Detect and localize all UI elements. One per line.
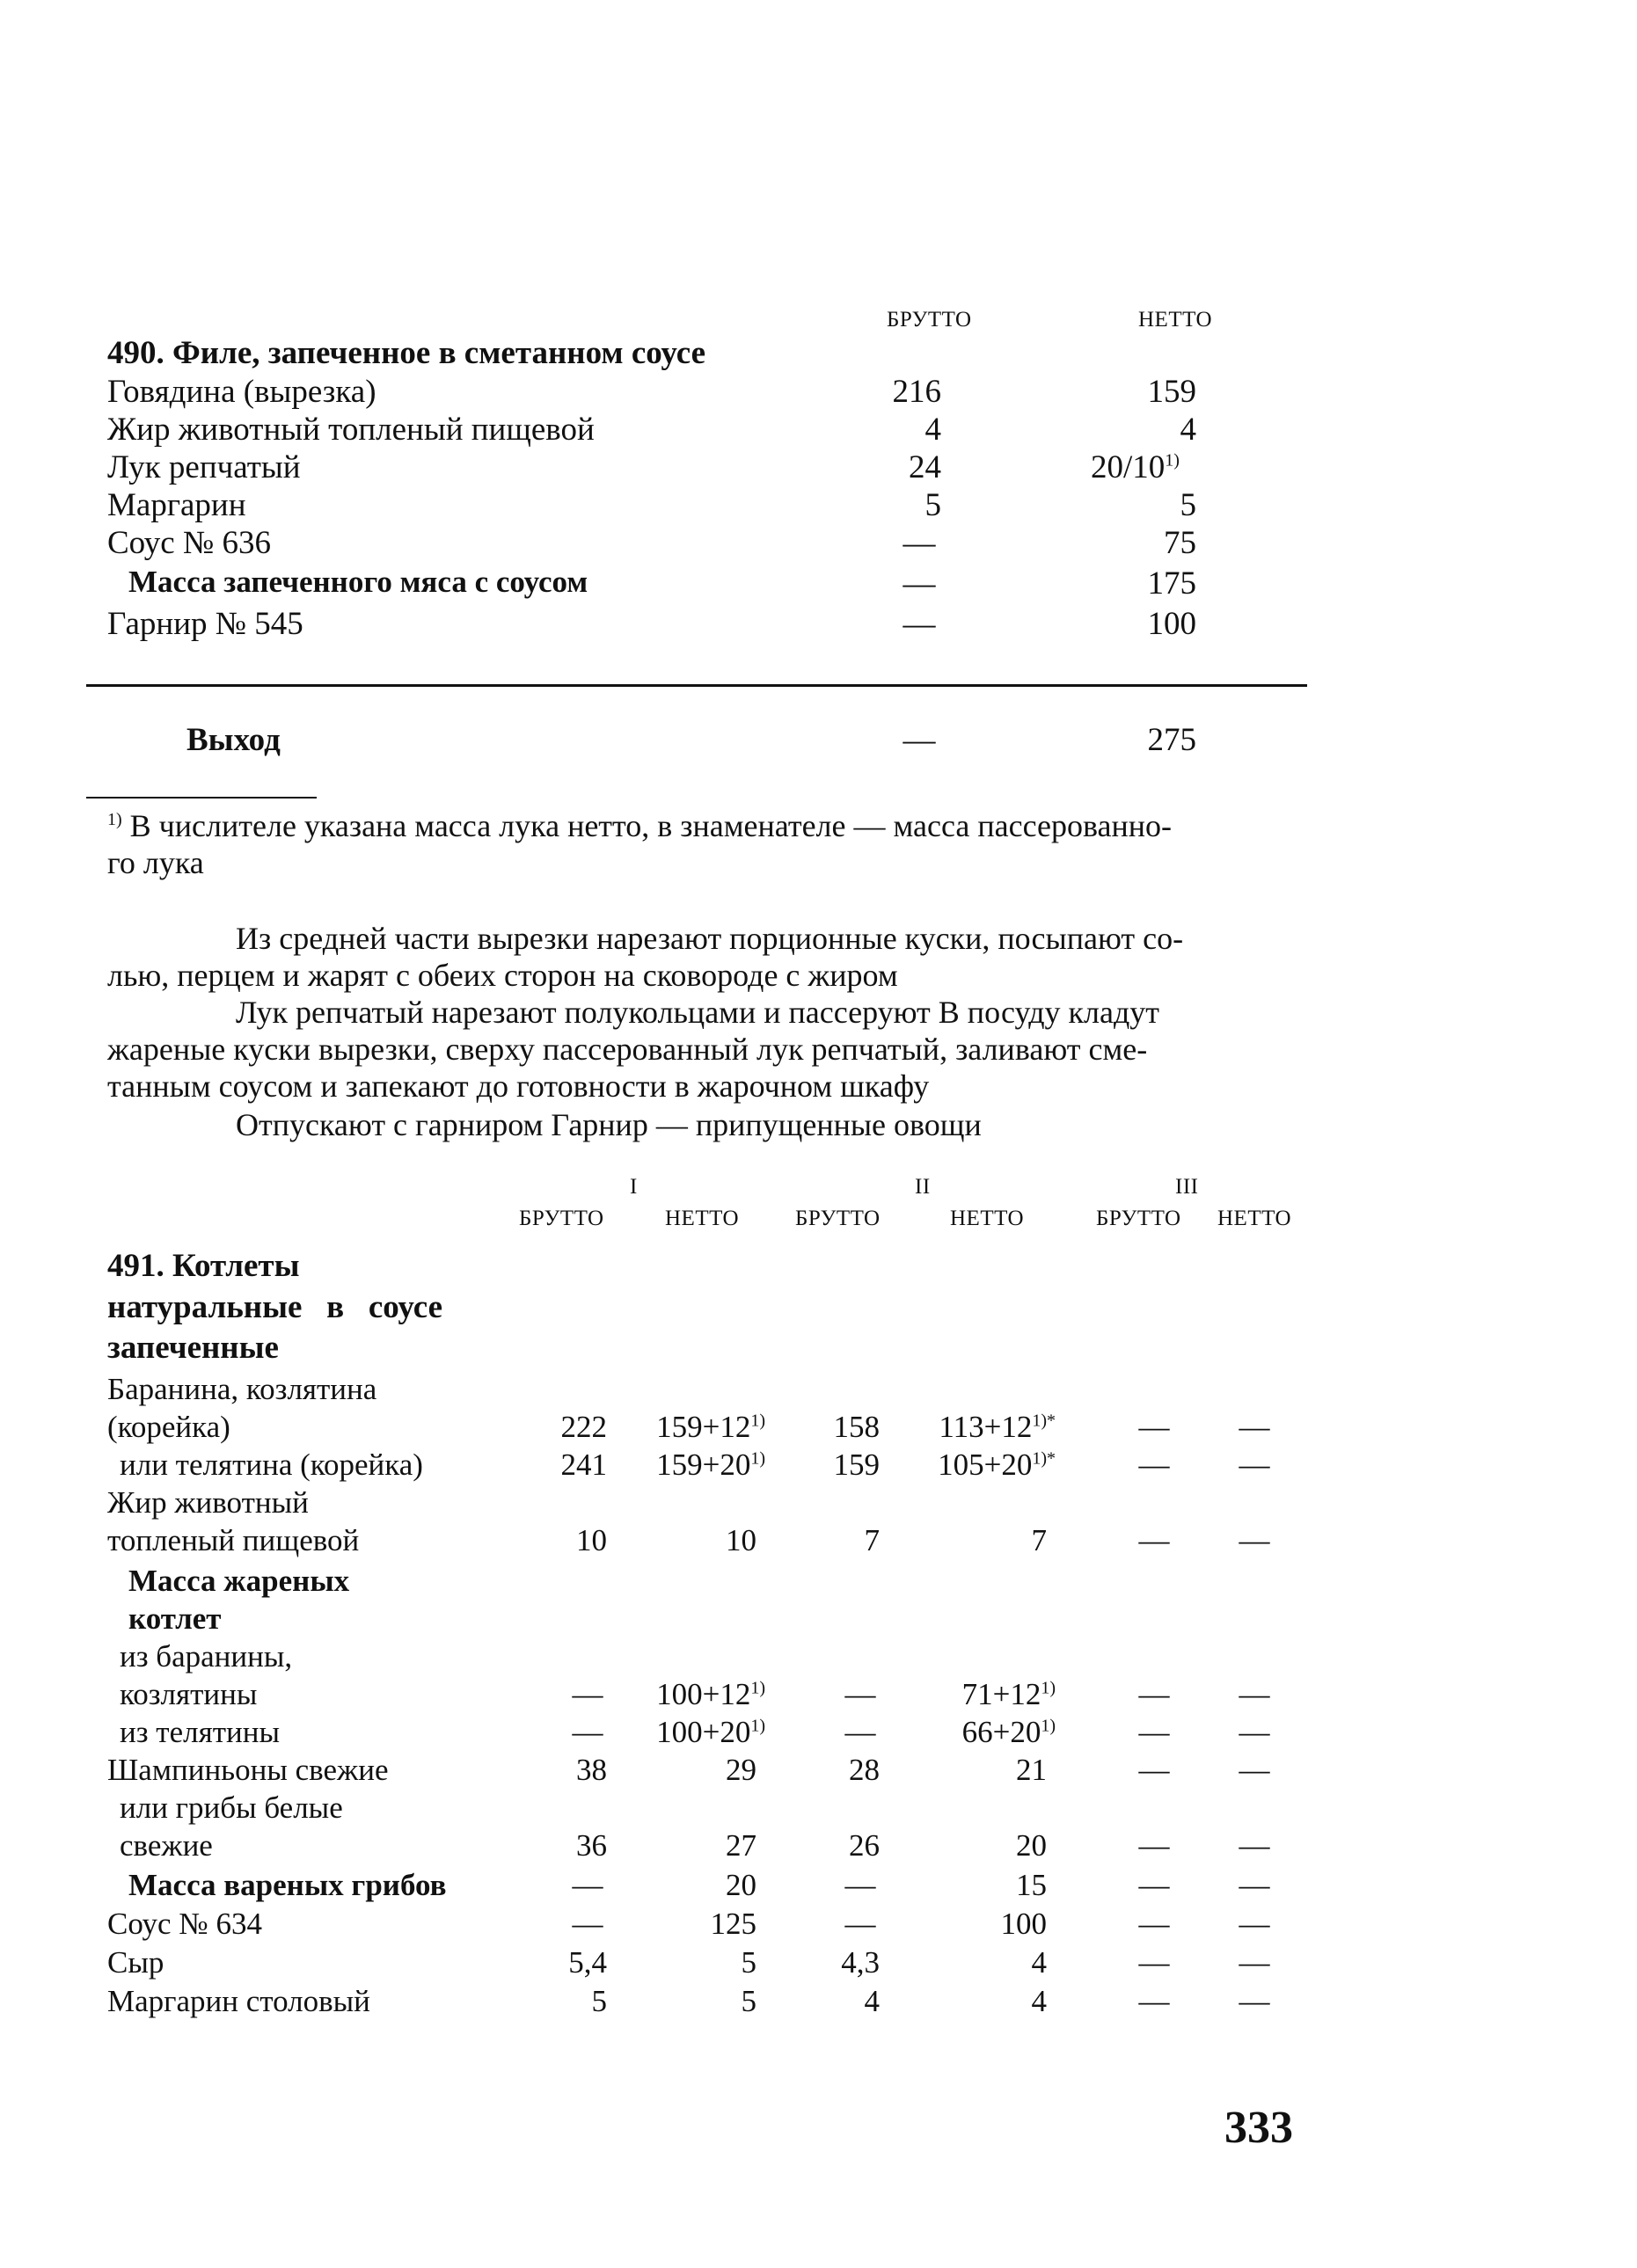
cell: 36 [576, 1828, 607, 1863]
cell: 125 [710, 1907, 756, 1941]
cell-number: 105+20 [938, 1448, 1033, 1482]
footnote-rule [86, 797, 317, 799]
cell: 27 [726, 1828, 756, 1863]
cell: — [1138, 1868, 1170, 1902]
ingredient-name: Маргарин столовый [107, 1984, 370, 2018]
cell [633, 1715, 765, 1750]
cell-number: 100+20 [656, 1715, 751, 1749]
cell-number: 113+12 [939, 1410, 1033, 1444]
cell: 7 [1031, 1523, 1047, 1557]
cell: — [1239, 1753, 1270, 1787]
ingredient-name: Говядина (вырезка) [107, 374, 376, 410]
cell: 21 [1016, 1753, 1047, 1787]
brutto-value: 216 [892, 374, 941, 410]
netto-value: 175 [1147, 565, 1196, 602]
ingredient-name: из баранины, [120, 1639, 293, 1674]
paragraph-line: танным соусом и запекают до готовности в жарочном шкафу [107, 1068, 930, 1104]
cell: — [844, 1907, 876, 1941]
column-header-brutto-iii: БРУТТО [1096, 1207, 1181, 1230]
ingredient-name: свежие [120, 1828, 213, 1863]
cell: 15 [1016, 1868, 1047, 1902]
footnote-ref: 1) [750, 1716, 765, 1736]
page-number: 333 [1224, 2103, 1293, 2153]
cell-number: 71+12 [961, 1677, 1041, 1711]
cell: — [1239, 1448, 1270, 1482]
cell: — [844, 1868, 876, 1902]
footnote-ref: 1)* [1032, 1448, 1056, 1469]
cell: 159 [833, 1448, 880, 1482]
netto-value: 4 [1180, 412, 1196, 448]
ingredient-name: козлятины [120, 1677, 258, 1711]
netto-value: 159 [1147, 374, 1196, 410]
footnote-ref: 1) [1041, 1716, 1056, 1736]
column-header-netto-ii: НЕТТО [950, 1207, 1025, 1230]
brutto-value: 5 [924, 487, 941, 523]
netto-value [1091, 448, 1180, 486]
ingredient-name: Лук репчатый [107, 449, 301, 485]
cell [906, 1715, 1056, 1750]
paragraph-line: Из средней части вырезки нарезают порционные куски, посыпают со- [236, 921, 1184, 956]
cell: — [572, 1677, 603, 1711]
footnote-line: го лука [107, 845, 204, 880]
ingredient-name: Маргарин [107, 487, 246, 523]
brutto-value: 24 [909, 449, 941, 485]
cell: — [1138, 1907, 1170, 1941]
recipe-491-title: натуральные в соусе [107, 1289, 443, 1325]
subtotal-label: котлет [128, 1601, 222, 1636]
cell [633, 1677, 765, 1712]
cell: — [1239, 1868, 1270, 1902]
netto-value: 5 [1180, 487, 1196, 523]
cell: — [1138, 1945, 1170, 1980]
ingredient-name: или телятина (корейка) [120, 1448, 423, 1482]
footnote-ref: 1)* [1032, 1411, 1056, 1431]
cell: — [1138, 1984, 1170, 2018]
cell [633, 1448, 765, 1483]
cell: — [1239, 1677, 1270, 1711]
cell: 29 [726, 1753, 756, 1787]
cell: — [1138, 1677, 1170, 1711]
cell: 158 [833, 1410, 880, 1444]
cell: — [1138, 1448, 1170, 1482]
footnote-ref: 1) [750, 1678, 765, 1698]
cell: 28 [849, 1753, 880, 1787]
column-header-brutto-i: БРУТТО [519, 1207, 604, 1230]
cell: 4 [1031, 1945, 1047, 1980]
subtotal-label: Масса запеченного мяса с соусом [128, 565, 588, 599]
cell: 100 [1000, 1907, 1047, 1941]
ingredient-name: Жир животный топленый пищевой [107, 412, 595, 448]
group-label-i: I [630, 1175, 638, 1199]
cell: — [1239, 1828, 1270, 1863]
footnote-mark: 1) [107, 810, 122, 829]
cell: — [1239, 1984, 1270, 2018]
netto-value: 100 [1147, 606, 1196, 642]
cell: 20 [726, 1868, 756, 1902]
cell: — [1239, 1523, 1270, 1557]
yield-netto: 275 [1147, 722, 1196, 758]
footnote-ref: 1) [1041, 1678, 1056, 1698]
paragraph-line: жареные куски вырезки, сверху пассерованный лук репчатый, заливают сме- [107, 1032, 1148, 1067]
cell: 4 [864, 1984, 880, 2018]
footnote-line [107, 807, 1172, 844]
subtotal-label: Масса жареных [128, 1564, 350, 1598]
cell: 241 [560, 1448, 607, 1482]
cell-number: 159+12 [656, 1410, 751, 1444]
ingredient-name: топленый пищевой [107, 1523, 360, 1557]
cell: — [572, 1907, 603, 1941]
yield-brutto: — [903, 722, 936, 758]
cell: — [1239, 1907, 1270, 1941]
cell: — [844, 1677, 876, 1711]
cell: 7 [864, 1523, 880, 1557]
cell: — [1138, 1523, 1170, 1557]
cell: 4,3 [841, 1945, 880, 1980]
cell: — [1138, 1828, 1170, 1863]
cell: — [1239, 1945, 1270, 1980]
column-header-brutto: БРУТТО [887, 308, 972, 332]
column-header-netto: НЕТТО [1138, 308, 1213, 332]
cell: 5,4 [568, 1945, 607, 1980]
cell [906, 1410, 1056, 1445]
cell: — [572, 1715, 603, 1749]
cell-number: 159+20 [656, 1448, 751, 1482]
cell: — [1239, 1715, 1270, 1749]
recipe-491-title: 491. Котлеты [107, 1248, 300, 1284]
column-header-netto-iii: НЕТТО [1217, 1207, 1292, 1230]
cell: 20 [1016, 1828, 1047, 1863]
cell: 5 [741, 1945, 756, 1980]
subtotal-label: Масса вареных грибов [128, 1868, 447, 1902]
cell: — [1138, 1715, 1170, 1749]
cell: 222 [560, 1410, 607, 1444]
ingredient-name: Баранина, козлятина [107, 1372, 377, 1406]
paragraph-line: Лук репчатый нарезают полукольцами и пассеруют В посуду кладут [236, 995, 1159, 1030]
column-header-brutto-ii: БРУТТО [795, 1207, 881, 1230]
netto-value: 75 [1164, 525, 1196, 561]
ingredient-name: Соус № 636 [107, 525, 271, 561]
cell: 26 [849, 1828, 880, 1863]
ingredient-name: (корейка) [107, 1410, 230, 1444]
cell: 4 [1031, 1984, 1047, 2018]
ingredient-name: Соус № 634 [107, 1907, 262, 1941]
ingredient-name: Жир животный [107, 1485, 309, 1520]
yield-label: Выход [186, 722, 281, 758]
table-divider [86, 684, 1307, 687]
cell [906, 1448, 1056, 1483]
cell-number: 66+20 [961, 1715, 1041, 1749]
footnote-text: В числителе указана масса лука нетто, в знаменателе — масса пассерованно- [129, 808, 1173, 843]
recipe-490-title: 490. Филе, запеченное в сметанном соусе [107, 335, 706, 371]
cell: — [1138, 1410, 1170, 1444]
group-label-ii: II [915, 1175, 931, 1199]
cell: — [844, 1715, 876, 1749]
cell: — [1239, 1410, 1270, 1444]
brutto-value: — [903, 565, 936, 602]
footnote-ref: 1) [750, 1411, 765, 1431]
cell: 10 [726, 1523, 756, 1557]
brutto-value: — [903, 525, 936, 561]
cell [906, 1677, 1056, 1712]
group-label-iii: III [1175, 1175, 1199, 1199]
paragraph-line: лью, перцем и жарят с обеих сторон на сковороде с жиром [107, 958, 898, 993]
cell: 5 [591, 1984, 607, 2018]
footnote-ref: 1) [1165, 450, 1180, 470]
footnote-ref: 1) [750, 1448, 765, 1469]
ingredient-name: Шампиньоны свежие [107, 1753, 389, 1787]
netto-number: 20/10 [1091, 449, 1166, 485]
cell: 38 [576, 1753, 607, 1787]
cell-number: 100+12 [656, 1677, 751, 1711]
ingredient-name: Гарнир № 545 [107, 606, 303, 642]
recipe-491-title: запеченные [107, 1330, 279, 1366]
column-header-netto-i: НЕТТО [665, 1207, 740, 1230]
cell: — [1138, 1753, 1170, 1787]
cell: — [572, 1868, 603, 1902]
paragraph-line: Отпускают с гарниром Гарнир — припущенные овощи [236, 1107, 982, 1142]
cell: 10 [576, 1523, 607, 1557]
ingredient-name: из телятины [120, 1715, 280, 1749]
ingredient-name: или грибы белые [120, 1790, 343, 1825]
brutto-value: — [903, 606, 936, 642]
ingredient-name: Сыр [107, 1945, 164, 1980]
cell [633, 1410, 765, 1445]
brutto-value: 4 [924, 412, 941, 448]
cell: 5 [741, 1984, 756, 2018]
